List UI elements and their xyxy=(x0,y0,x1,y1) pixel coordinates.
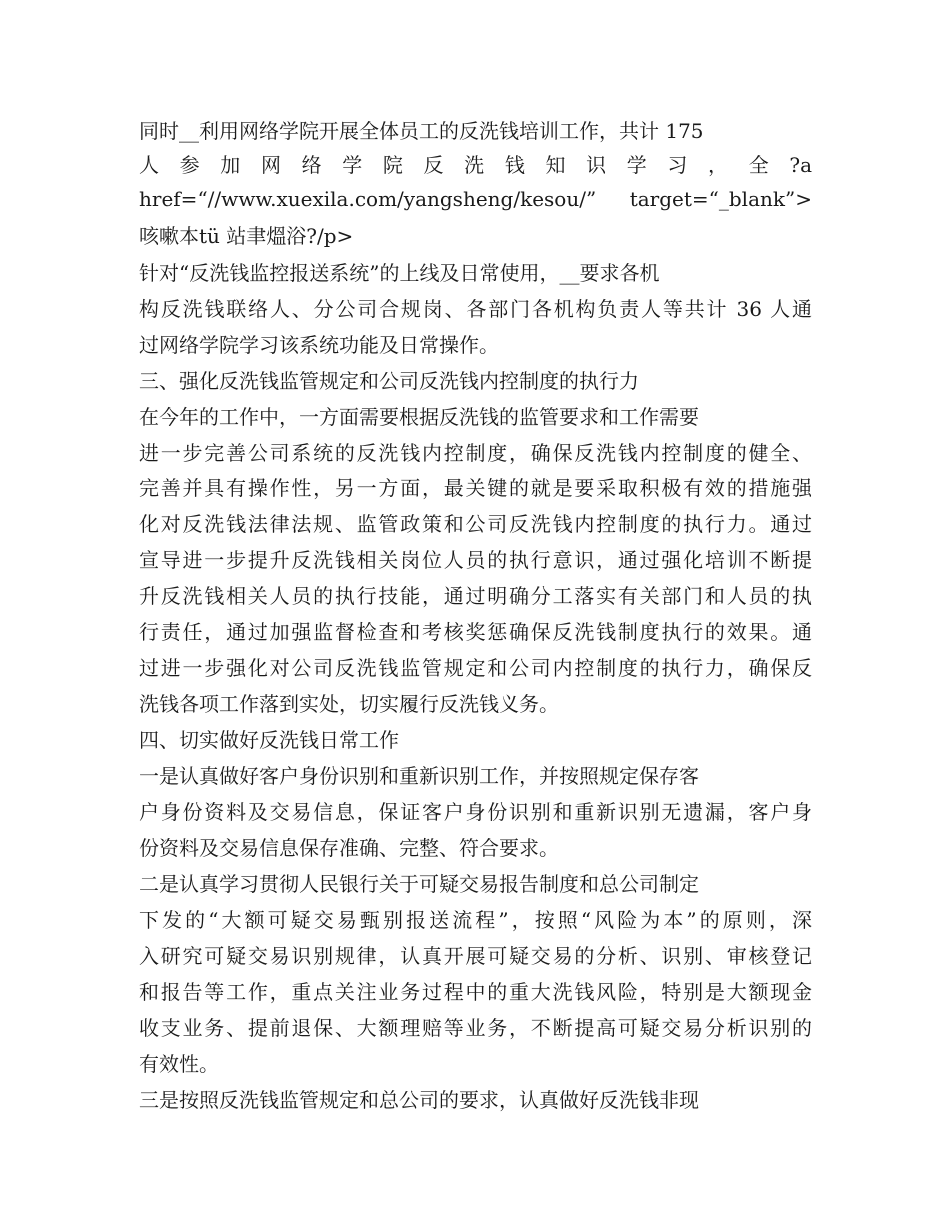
text-line: 和报告等工作，重点关注业务过程中的重大洗钱风险，特别是大额现金 xyxy=(139,980,812,1004)
text-line: 同时__利用网络学院开展全体员工的反洗钱培训工作，共计 175 xyxy=(139,119,704,143)
text-line: 构反洗钱联络人、分公司合规岗、各部门各机构负责人等共计 36 人通 xyxy=(139,297,812,321)
text-line: 一是认真做好客户身份识别和重新识别工作，并按照规定保存客 xyxy=(139,764,699,788)
text-line: 咳嗽本tü 站聿熅浴?/p> xyxy=(139,224,354,248)
section-heading: 四、切实做好反洗钱日常工作 xyxy=(139,728,399,752)
text-line: 在今年的工作中，一方面需要根据反洗钱的监管要求和工作需要 xyxy=(139,405,699,429)
text-line: 入研究可疑交易识别规律，认真开展可疑交易的分析、识别、审核登记 xyxy=(139,944,812,968)
text-line: 人 参 加 网 络 学 院 反 洗 钱 知 识 学 习 ， 全 ?a xyxy=(139,153,812,177)
text-line: 户身份资料及交易信息，保证客户身份识别和重新识别无遗漏，客户身 xyxy=(139,800,812,824)
text-line: 过进一步强化对公司反洗钱监管规定和公司内控制度的执行力，确保反 xyxy=(139,656,812,680)
text-line: 有效性。 xyxy=(139,1052,219,1076)
text-line: 针对“反洗钱监控报送系统”的上线及日常使用，__要求各机 xyxy=(139,261,660,285)
text-line: 化对反洗钱法律法规、监管政策和公司反洗钱内控制度的执行力。通过 xyxy=(139,512,812,536)
text-line: href=“//www.xuexila.com/yangsheng/kesou/” target=“_blank”> xyxy=(139,187,812,211)
text-line: 行责任，通过加强监督检查和考核奖惩确保反洗钱制度执行的效果。通 xyxy=(139,620,812,644)
text-line: 完善并具有操作性，另一方面，最关键的就是要采取积极有效的措施强 xyxy=(139,476,812,500)
text-line: 过网络学院学习该系统功能及日常操作。 xyxy=(139,333,499,357)
text-line: 二是认真学习贯彻人民银行关于可疑交易报告制度和总公司制定 xyxy=(139,872,699,896)
text-line: 宣导进一步提升反洗钱相关岗位人员的执行意识，通过强化培训不断提 xyxy=(139,548,812,572)
text-line: 升反洗钱相关人员的执行技能，通过明确分工落实有关部门和人员的执 xyxy=(139,584,812,608)
text-line: 份资料及交易信息保存准确、完整、符合要求。 xyxy=(139,836,559,860)
text-line: 进一步完善公司系统的反洗钱内控制度，确保反洗钱内控制度的健全、 xyxy=(139,441,812,465)
text-line: 三是按照反洗钱监管规定和总公司的要求，认真做好反洗钱非现 xyxy=(139,1088,699,1112)
text-line: 收支业务、提前退保、大额理赔等业务，不断提高可疑交易分析识别的 xyxy=(139,1016,812,1040)
text-line: 洗钱各项工作落到实处，切实履行反洗钱义务。 xyxy=(139,692,559,716)
text-line: 下发的“大额可疑交易甄别报送流程”，按照“风险为本”的原则，深 xyxy=(139,908,812,932)
section-heading: 三、强化反洗钱监管规定和公司反洗钱内控制度的执行力 xyxy=(139,369,639,393)
